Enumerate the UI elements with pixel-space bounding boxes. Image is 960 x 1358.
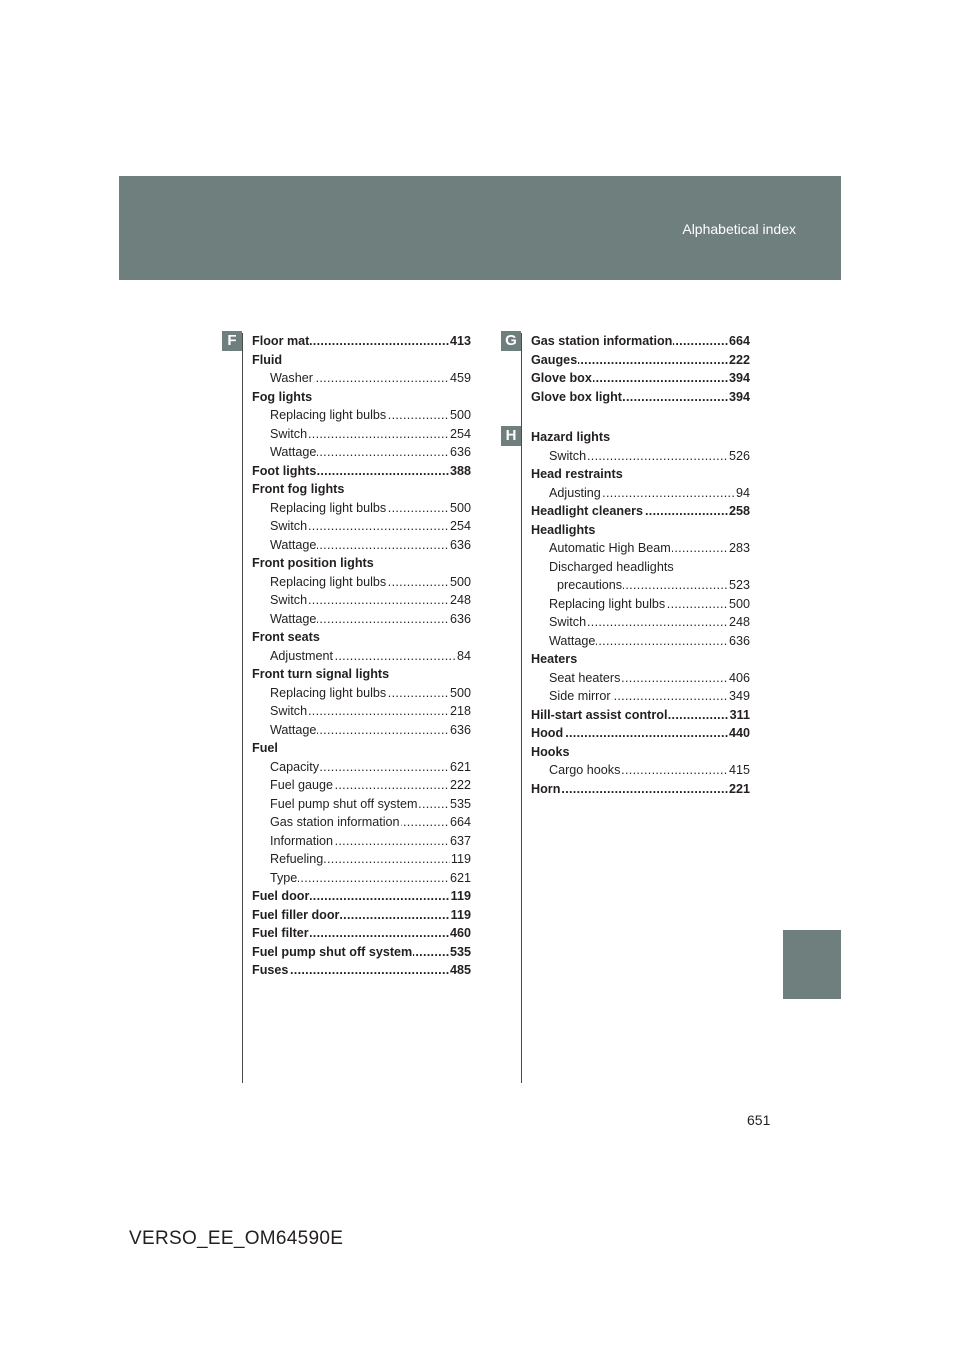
- index-entry: [549, 558, 750, 577]
- entry-page: 388: [449, 462, 471, 481]
- entry-page: 621: [449, 758, 471, 777]
- entry-term: Refueling: [270, 850, 324, 869]
- entry-page: 254: [449, 517, 471, 536]
- entry-page: 222: [449, 776, 471, 795]
- entry-term: Side mirror: [549, 687, 612, 706]
- chapter-tab: [783, 930, 841, 999]
- entry-term: Gauges: [531, 351, 578, 370]
- entry-page: 222: [728, 351, 750, 370]
- index-entry: [531, 521, 750, 540]
- index-entry: [549, 539, 750, 558]
- entry-term: precautions: [557, 576, 623, 595]
- index-entry: [270, 369, 471, 388]
- index-column-gh: [531, 332, 750, 798]
- index-entry: [531, 388, 750, 407]
- entry-page: 248: [449, 591, 471, 610]
- entry-term: Horn: [531, 780, 561, 799]
- index-entry: [531, 351, 750, 370]
- index-entry: [270, 443, 471, 462]
- entry-page: 119: [450, 906, 471, 925]
- entry-term: Replacing light bulbs: [270, 573, 387, 592]
- entry-term: Hazard lights: [531, 428, 611, 447]
- entry-term: Front position lights: [252, 554, 375, 573]
- entry-page: 636: [449, 721, 471, 740]
- index-entry: [270, 850, 471, 869]
- entry-page: 311: [729, 706, 750, 725]
- entry-page: 637: [449, 832, 471, 851]
- entry-term: Switch: [270, 702, 308, 721]
- entry-term: Fluid: [252, 351, 283, 370]
- index-entry: [270, 813, 471, 832]
- entry-term: Wattage: [270, 721, 317, 740]
- column-rule-left: [242, 333, 243, 1083]
- entry-term: Fuses: [252, 961, 289, 980]
- entry-page: 500: [449, 406, 471, 425]
- entry-term: Front seats: [252, 628, 321, 647]
- entry-page: 440: [728, 724, 750, 743]
- entry-term: Washer: [270, 369, 314, 388]
- index-entry: [252, 480, 471, 499]
- entry-page: 460: [449, 924, 471, 943]
- entry-term: Automatic High Beam: [549, 539, 672, 558]
- entry-page: 394: [728, 388, 750, 407]
- entry-term: Fuel: [252, 739, 279, 758]
- index-entry: [531, 465, 750, 484]
- entry-term: Switch: [270, 517, 308, 536]
- entry-term: Switch: [549, 613, 587, 632]
- document-code: VERSO_EE_OM64590E: [129, 1228, 344, 1249]
- entry-term: Replacing light bulbs: [270, 406, 387, 425]
- entry-page: 636: [449, 443, 471, 462]
- entry-term: Adjusting: [549, 484, 602, 503]
- entry-term: Fuel filler door: [252, 906, 340, 925]
- index-entry: [252, 906, 471, 925]
- index-entry: [549, 595, 750, 614]
- entry-page: 535: [449, 943, 471, 962]
- entry-term: Hill-start assist control: [531, 706, 668, 725]
- entry-term: Hood: [531, 724, 564, 743]
- entry-term: Replacing light bulbs: [270, 499, 387, 518]
- index-entry: [270, 499, 471, 518]
- index-entry: [270, 684, 471, 703]
- index-entry: [270, 795, 471, 814]
- entry-page: 248: [728, 613, 750, 632]
- entry-page: 636: [449, 610, 471, 629]
- entry-term: Wattage: [549, 632, 596, 651]
- entry-page: 526: [728, 447, 750, 466]
- index-entry: [549, 632, 750, 651]
- entry-term: Foot lights: [252, 462, 317, 481]
- entry-term: Adjustment: [270, 647, 334, 666]
- index-entry: [531, 780, 750, 799]
- entry-term: Front turn signal lights: [252, 665, 390, 684]
- entry-page: 258: [728, 502, 750, 521]
- entry-page: 413: [449, 332, 471, 351]
- entry-page: 500: [728, 595, 750, 614]
- index-entry: [270, 591, 471, 610]
- entry-page: 636: [449, 536, 471, 555]
- index-entry: [549, 613, 750, 632]
- index-entry: [531, 743, 750, 762]
- entry-page: 119: [450, 850, 471, 869]
- entry-term: Capacity: [270, 758, 320, 777]
- index-entry: [557, 576, 750, 595]
- entry-term: Gas station information: [270, 813, 401, 832]
- entry-term: Fog lights: [252, 388, 313, 407]
- entry-term: Replacing light bulbs: [549, 595, 666, 614]
- entry-term: Replacing light bulbs: [270, 684, 387, 703]
- index-entry: [549, 669, 750, 688]
- entry-page: 621: [449, 869, 471, 888]
- entry-term: Heaters: [531, 650, 578, 669]
- entry-page: 535: [449, 795, 471, 814]
- entry-page: 485: [449, 961, 471, 980]
- entry-term: Seat heaters: [549, 669, 621, 688]
- entry-page: 636: [728, 632, 750, 651]
- entry-page: 664: [728, 332, 750, 351]
- index-entry: [252, 739, 471, 758]
- entry-page: 415: [728, 761, 750, 780]
- index-entry: [531, 428, 750, 447]
- index-entry: [531, 502, 750, 521]
- index-entry: [252, 665, 471, 684]
- index-entry: [270, 702, 471, 721]
- index-entry: [531, 650, 750, 669]
- entry-term: Head restraints: [531, 465, 624, 484]
- entry-term: Information: [270, 832, 334, 851]
- entry-term: Fuel pump shut off system: [270, 795, 418, 814]
- entry-page: 254: [449, 425, 471, 444]
- entry-term: Fuel filter: [252, 924, 310, 943]
- index-entry: [549, 484, 750, 503]
- index-entry: [531, 332, 750, 351]
- entry-page: 218: [449, 702, 471, 721]
- index-entry: [270, 610, 471, 629]
- entry-page: 119: [450, 887, 471, 906]
- entry-term: Fuel door: [252, 887, 310, 906]
- entry-page: 500: [449, 684, 471, 703]
- index-entry: [252, 462, 471, 481]
- index-entry: [270, 425, 471, 444]
- entry-page: 84: [456, 647, 471, 666]
- index-entry: [252, 943, 471, 962]
- entry-term: Fuel pump shut off system: [252, 943, 413, 962]
- section-gap: [531, 406, 750, 428]
- entry-page: 459: [449, 369, 471, 388]
- entry-term: Headlights: [531, 521, 596, 540]
- entry-term: Switch: [270, 425, 308, 444]
- entry-term: Wattage: [270, 443, 317, 462]
- entry-page: 283: [728, 539, 750, 558]
- index-entry: [270, 776, 471, 795]
- entry-term: Gas station information: [531, 332, 673, 351]
- entry-page: 500: [449, 499, 471, 518]
- entry-term: Front fog lights: [252, 480, 345, 499]
- entry-term: Switch: [549, 447, 587, 466]
- index-entry: [270, 721, 471, 740]
- index-entry: [549, 761, 750, 780]
- entry-page: 500: [449, 573, 471, 592]
- entry-term: Cargo hooks: [549, 761, 621, 780]
- entry-term: Discharged headlights: [549, 558, 675, 577]
- entry-term: Fuel gauge: [270, 776, 334, 795]
- entry-page: 523: [728, 576, 750, 595]
- entry-page: 94: [735, 484, 750, 503]
- index-entry: [270, 517, 471, 536]
- entry-term: Floor mat: [252, 332, 310, 351]
- entry-term: Type: [270, 869, 298, 888]
- index-entry: [252, 351, 471, 370]
- index-entry: [549, 447, 750, 466]
- entry-term: Wattage: [270, 610, 317, 629]
- entry-term: Headlight cleaners: [531, 502, 644, 521]
- entry-term: Glove box: [531, 369, 593, 388]
- index-entry: [531, 724, 750, 743]
- index-entry: [270, 758, 471, 777]
- entry-page: 406: [728, 669, 750, 688]
- index-entry: [252, 554, 471, 573]
- index-entry: [252, 887, 471, 906]
- index-entry: [270, 406, 471, 425]
- letter-marker-f: F: [222, 331, 242, 351]
- entry-term: Glove box light: [531, 388, 623, 407]
- index-entry: [270, 536, 471, 555]
- entry-term: Switch: [270, 591, 308, 610]
- entry-term: Hooks: [531, 743, 571, 762]
- entry-page: 349: [728, 687, 750, 706]
- letter-marker-h: H: [501, 426, 521, 446]
- index-entry: [549, 687, 750, 706]
- index-entry: [252, 961, 471, 980]
- index-column-f: [252, 332, 471, 980]
- index-entry: [270, 832, 471, 851]
- dot-leader: [531, 780, 750, 799]
- section-title: Alphabetical index: [682, 221, 796, 237]
- index-entry: [270, 869, 471, 888]
- index-entry: [531, 369, 750, 388]
- index-entry: [270, 647, 471, 666]
- entry-term: Wattage: [270, 536, 317, 555]
- entry-page: 664: [449, 813, 471, 832]
- index-entry: [252, 332, 471, 351]
- index-entry: [270, 573, 471, 592]
- page-number: 651: [747, 1112, 771, 1128]
- index-entry: [531, 706, 750, 725]
- entry-page: 394: [728, 369, 750, 388]
- index-entry: [252, 628, 471, 647]
- index-entry: [252, 388, 471, 407]
- entry-page: 221: [728, 780, 750, 799]
- index-entry: [252, 924, 471, 943]
- letter-marker-g: G: [501, 331, 521, 351]
- dot-leader: [270, 869, 471, 888]
- column-rule-right: [521, 333, 522, 1083]
- header-band: [119, 176, 841, 280]
